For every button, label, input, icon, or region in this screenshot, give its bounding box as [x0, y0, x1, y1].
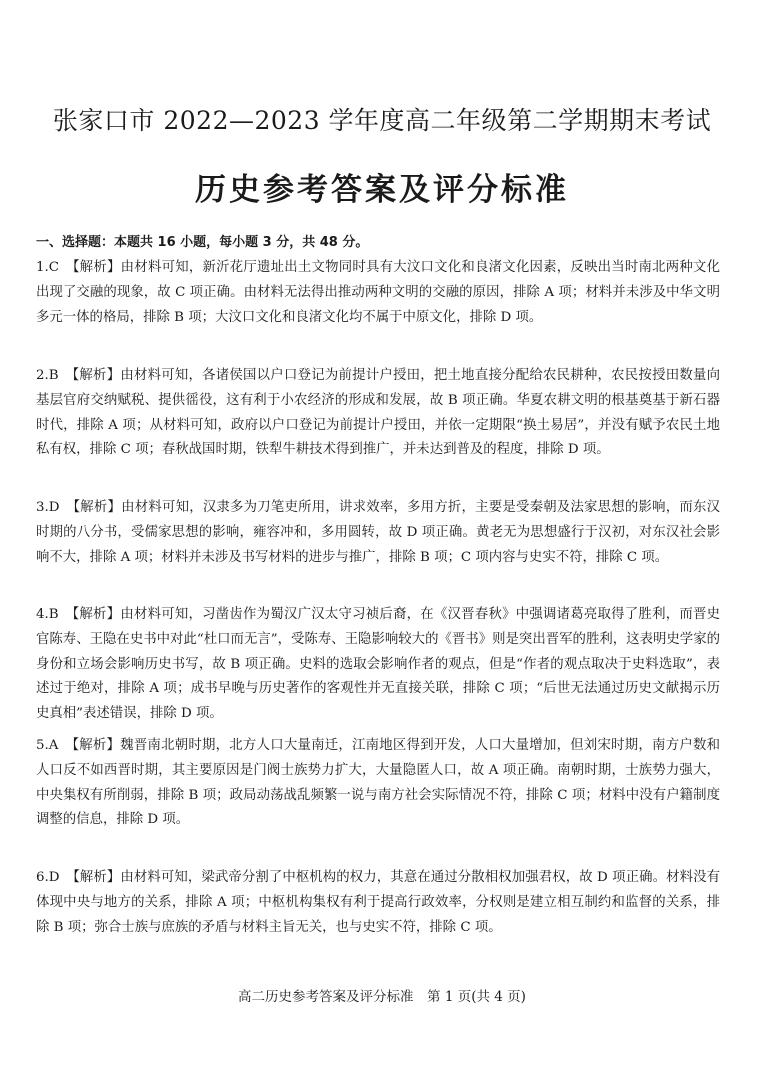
answer-item-1: 1.C 【解析】由材料可知，新沂花厅遗址出土文物同时具有大汶口文化和良渚文化因素，反映出当时南北两种文化出现了交融的现象，故 C 项正确。由材料无法得出推动两种文明的交融的原因，排除 A 项；材料并未涉及中华文明多元一体的格局，排除 B 项；大汶口文化和良渚文化均不属于中原文化，排除 D 项。 [36, 260, 720, 325]
answer-item-5: 5.A 【解析】魏晋南北朝时期，北方人口大量南迁，江南地区得到开发，人口大量增加，但刘宋时期，南方户数和人口反不如西晋时期，其主要原因是门阀士族势力扩大，大量隐匿人口，故 A 项正确。南朝时期，士族势力强大，中央集权有所削弱，排除 B 项；政局动荡战乱频繁一说与南方社会实际情况不符，排除 C 项；材料中没有户籍制度调整的信息，排除 D 项。 [36, 738, 720, 828]
page-footer: 高二历史参考答案及评分标准 第 1 页(共 4 页) [238, 989, 526, 1005]
section-heading: 一、选择题：本题共 16 小题，每小题 3 分，共 48 分。 [36, 235, 369, 250]
answer-item-6: 6.D 【解析】由材料可知，梁武帝分割了中枢机构的权力，其意在通过分散相权加强君权，故 D 项正确。材料没有体现中央与地方的关系，排除 A 项；中枢机构集权有利于提高行政效率，分权则是建立相互制约和监督的关系，排除 B 项；弥合士族与庶族的矛盾与材料主旨无关，也与史实不符，排除 C 项。 [36, 870, 720, 935]
answer-item-4: 4.B 【解析】由材料可知，习凿齿作为蜀汉广汉太守习祯后裔，在《汉晋春秋》中强调诸葛亮取得了胜利，而晋史官陈寿、王隐在史书中对此“杜口而无言”，受陈寿、王隐影响较大的《晋书》则是突出晋军的胜利，这表明史学家的身份和立场会影响历史书写，故 B 项正确。史料的选取会影响作者的观点，但是“作者的观点取决于史料选取”，表述过于绝对，排除 A 项；成书早晚与历史著作的客观性并无直接关联，排除 C 项；“后世无法通过历史文献揭示历史真相”表述错误，排除 D 项。 [36, 607, 720, 722]
exam-title: 张家口市 2022—2023 学年度高二年级第二学期期末考试 [52, 106, 712, 135]
answer-item-3: 3.D 【解析】由材料可知，汉隶多为刀笔吏所用，讲求效率，多用方折，主要是受秦朝及法家思想的影响，而东汉时期的八分书，受儒家思想的影响，雍容冲和，多用圆转，故 D 项正确。黄老无为思想盛行于汉初，对东汉社会影响不大，排除 A 项；材料并未涉及书写材料的进步与推广，排除 B 项；C 项内容与史实不符，排除 C 项。 [36, 500, 720, 565]
answer-item-2: 2.B 【解析】由材料可知，各诸侯国以户口登记为前提计户授田，把土地直接分配给农民耕种，农民按授田数量向基层官府交纳赋税、提供徭役，这有利于小农经济的形成和发展，故 B 项正确。华夏农耕文明的根基奠基于新石器时代，排除 A 项；从材料可知，政府以户口登记为前提计户授田，并依一定期限“换土易居”，并没有赋予农民土地私有权，排除 C 项；春秋战国时期，铁犁牛耕技术得到推广，并未达到普及的程度，排除 D 项。 [36, 368, 720, 458]
document-title: 历史参考答案及评分标准 [195, 172, 569, 208]
